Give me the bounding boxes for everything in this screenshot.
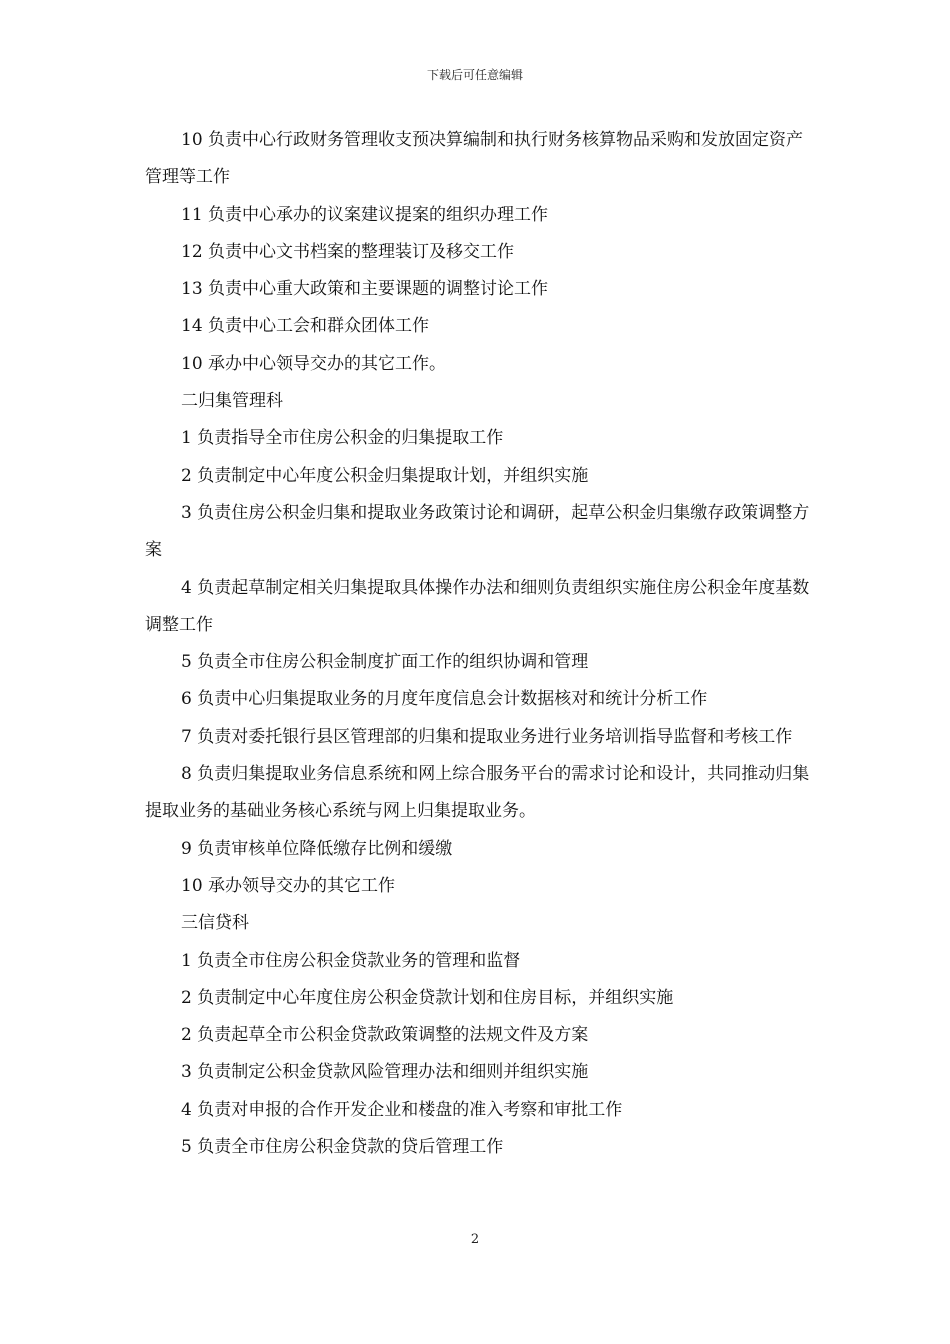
page-number: 2 xyxy=(470,1232,480,1247)
page-header: 下载后可任意编辑 xyxy=(426,68,523,82)
paragraph: 5 负责全市住房公积金贷款的贷后管理工作 xyxy=(181,1137,504,1158)
paragraph: 11 负责中心承办的议案建议提案的组织办理工作 xyxy=(181,204,549,225)
paragraph: 9 负责审核单位降低缴存比例和缓缴 xyxy=(181,838,453,859)
paragraph: 13 负责中心重大政策和主要课题的调整讨论工作 xyxy=(181,279,549,300)
paragraph: 6 负责中心归集提取业务的月度年度信息会计数据核对和统计分析工作 xyxy=(181,689,708,710)
paragraph: 10 负责中心行政财务管理收支预决算编制和执行财务核算物品采购和发放固定资产管理等工作 xyxy=(145,130,804,188)
paragraph: 7 负责对委托银行县区管理部的归集和提取业务进行业务培训指导监督和考核工作 xyxy=(181,726,793,747)
paragraph: 3 负责住房公积金归集和提取业务政策讨论和调研，起草公积金归集缴存政策调整方案 xyxy=(145,502,810,561)
paragraph: 12 负责中心文书档案的整理装订及移交工作 xyxy=(181,241,515,262)
section-heading: 三信贷科 xyxy=(181,913,249,934)
paragraph: 10 承办中心领导交办的其它工作。 xyxy=(181,353,447,374)
paragraph: 1 负责指导全市住房公积金的归集提取工作 xyxy=(181,428,504,449)
paragraph: 14 负责中心工会和群众团体工作 xyxy=(181,316,430,337)
paragraph: 2 负责制定中心年度住房公积金贷款计划和住房目标，并组织实施 xyxy=(181,987,674,1008)
paragraph: 3 负责制定公积金贷款风险管理办法和细则并组织实施 xyxy=(181,1062,589,1083)
paragraph: 1 负责全市住房公积金贷款业务的管理和监督 xyxy=(181,950,521,971)
paragraph: 4 负责起草制定相关归集提取具体操作办法和细则负责组织实施住房公积金年度基数调整工作 xyxy=(145,577,810,635)
paragraph: 2 负责制定中心年度公积金归集提取计划，并组织实施 xyxy=(181,465,589,486)
paragraph: 10 承办领导交办的其它工作 xyxy=(181,875,396,896)
paragraph: 5 负责全市住房公积金制度扩面工作的组织协调和管理 xyxy=(181,652,589,673)
paragraph: 4 负责对申报的合作开发企业和楼盘的准入考察和审批工作 xyxy=(181,1099,623,1120)
paragraph: 8 负责归集提取业务信息系统和网上综合服务平台的需求讨论和设计，共同推动归集提取业务的基础业务核心系统与网上归集提取业务。 xyxy=(145,764,810,822)
paragraph: 2 负责起草全市公积金贷款政策调整的法规文件及方案 xyxy=(181,1025,589,1046)
section-heading: 二归集管理科 xyxy=(181,391,283,412)
document-body xyxy=(145,122,810,1166)
